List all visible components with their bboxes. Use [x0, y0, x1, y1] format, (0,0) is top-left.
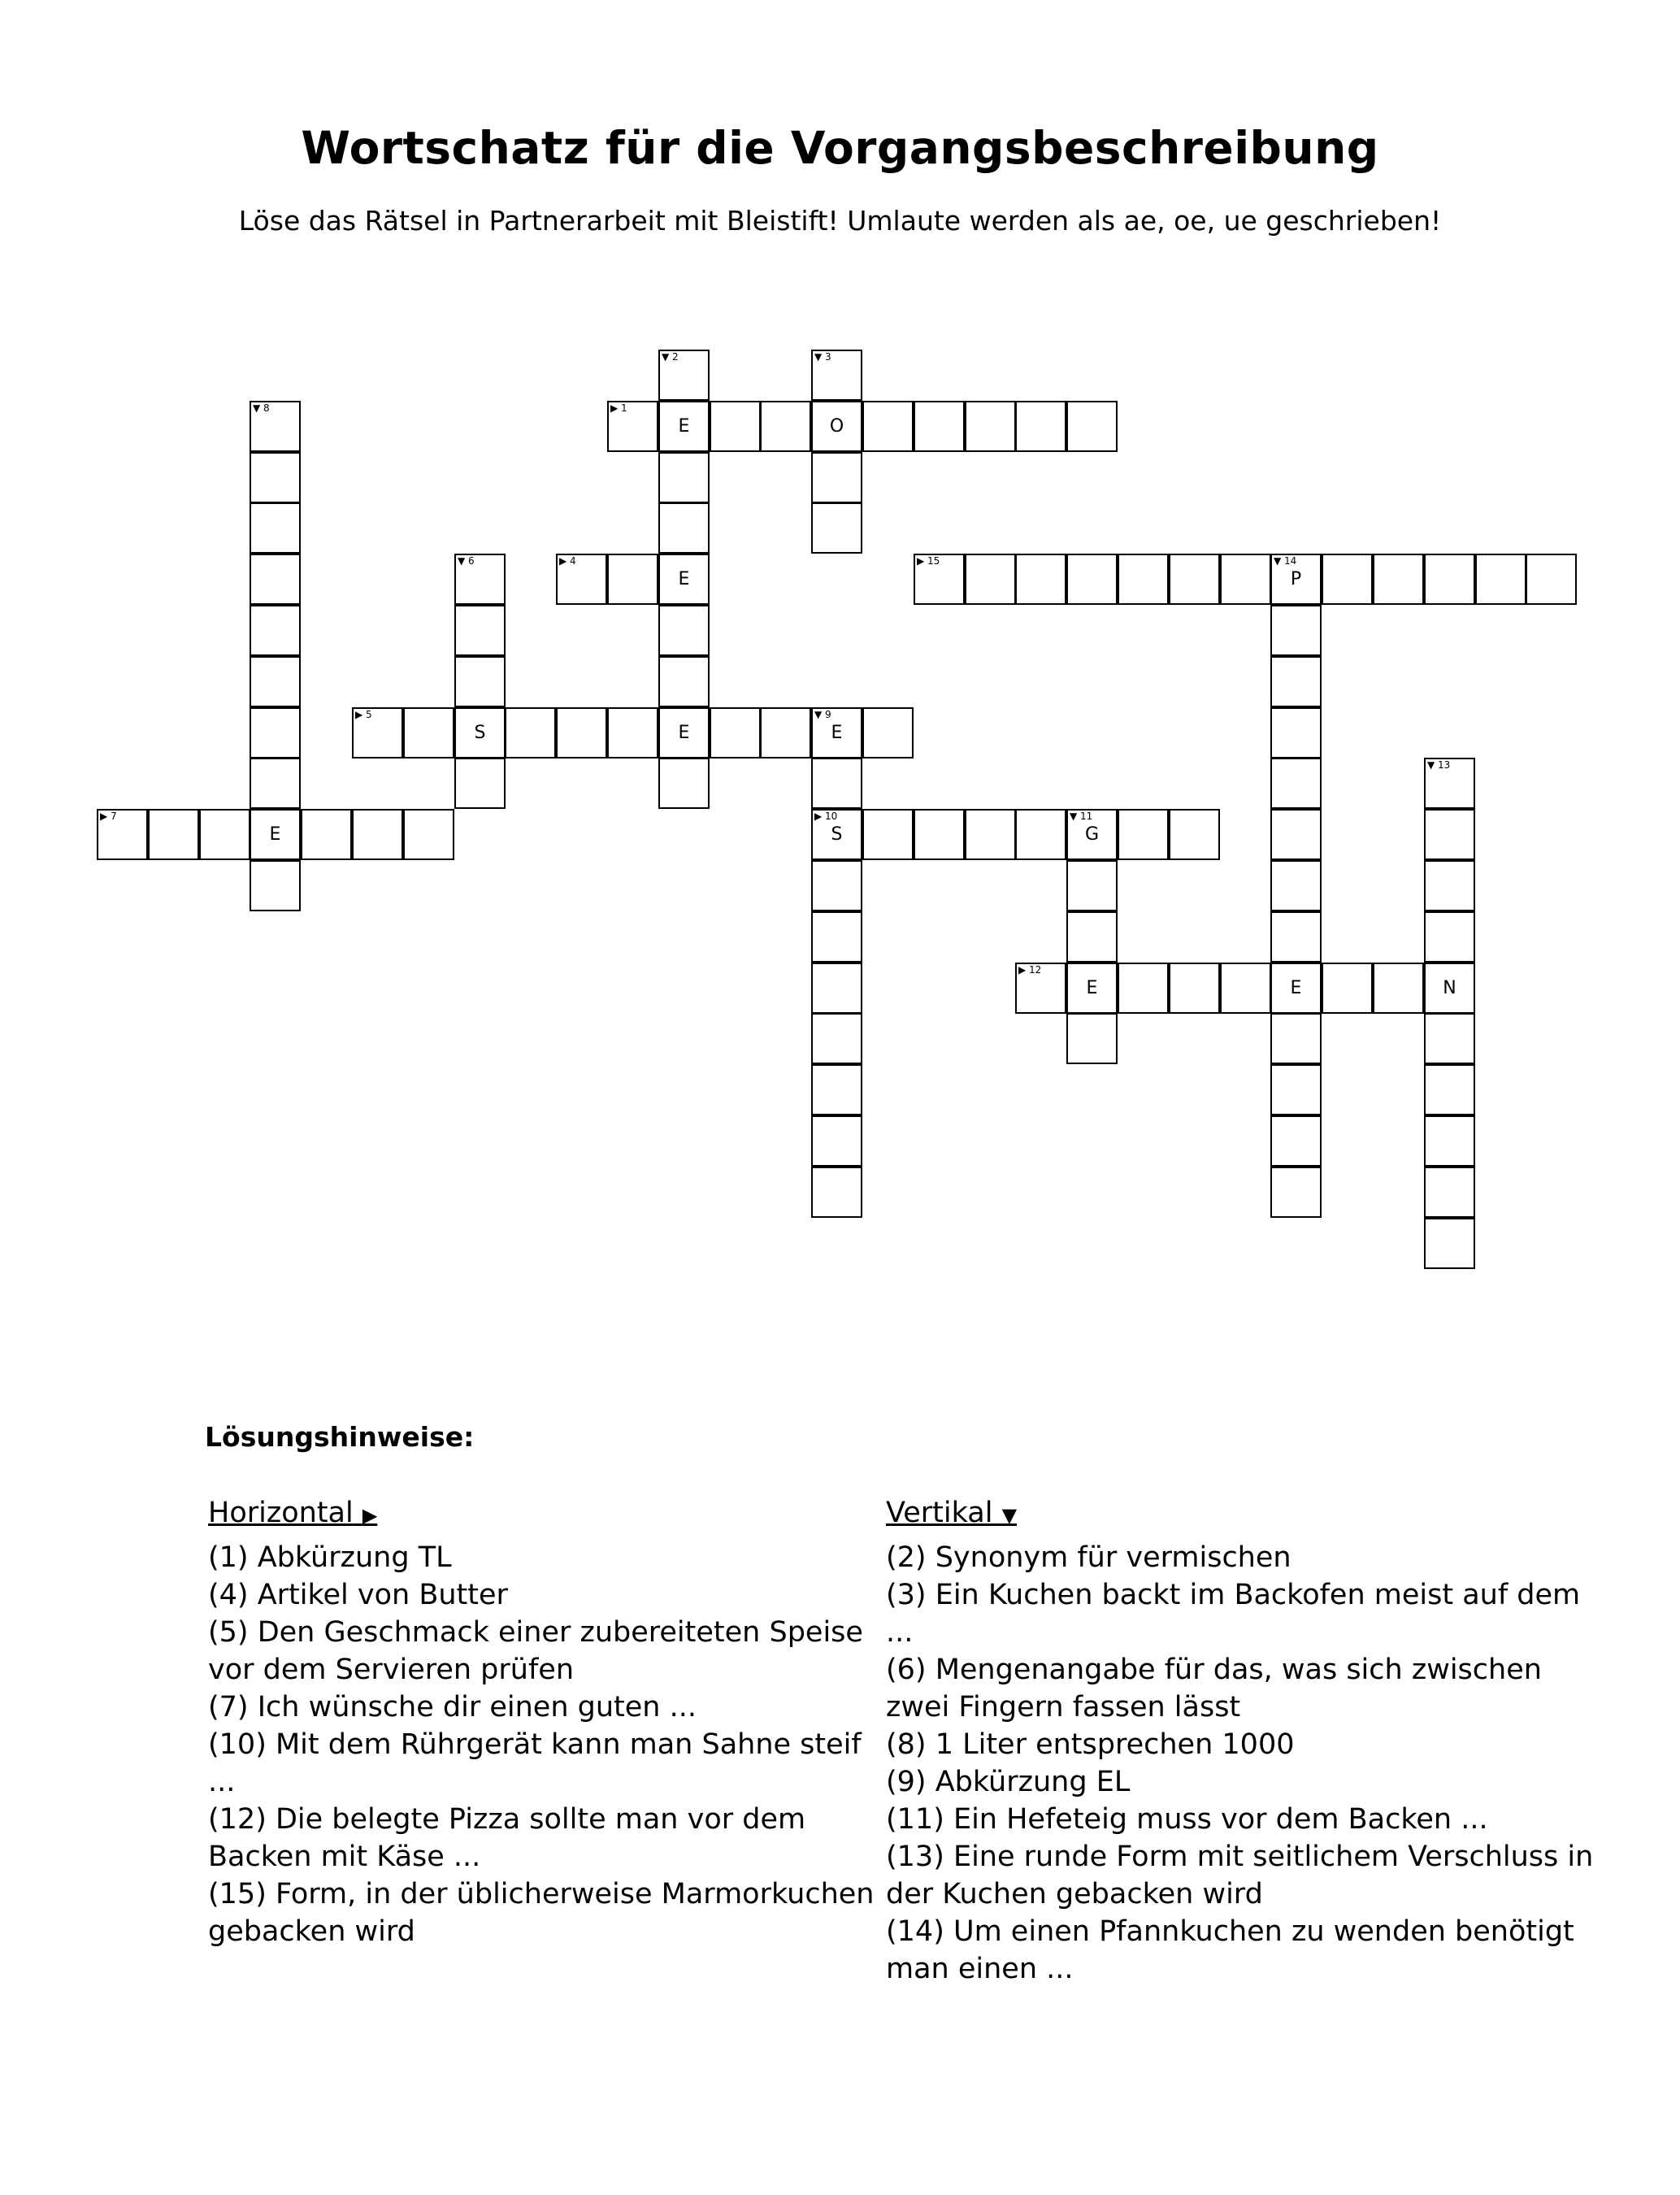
crossword-cell[interactable] — [1424, 1115, 1475, 1167]
crossword-cell[interactable] — [710, 401, 761, 452]
crossword-cell[interactable] — [403, 809, 454, 860]
crossword-cell[interactable] — [914, 554, 965, 605]
crossword-cell[interactable] — [505, 707, 556, 758]
crossword-cell[interactable] — [1270, 911, 1322, 963]
crossword-cell[interactable] — [658, 656, 710, 707]
clue-number: ▶ 5 — [355, 709, 372, 720]
crossword-cell[interactable] — [1270, 1013, 1322, 1064]
crossword-cell[interactable] — [1322, 554, 1373, 605]
crossword-cell[interactable] — [658, 350, 710, 401]
crossword-cell[interactable] — [658, 554, 710, 605]
vertical-clues — [886, 1494, 1601, 1988]
hints-heading: Lösungshinweise: — [205, 1421, 475, 1453]
crossword-cell[interactable] — [250, 860, 301, 911]
clue-number: ▼ 8 — [253, 402, 270, 414]
crossword-cell[interactable] — [148, 809, 199, 860]
given-letter: E — [1086, 978, 1098, 998]
crossword-cell[interactable] — [811, 350, 862, 401]
crossword-cell[interactable] — [454, 605, 506, 656]
crossword-cell[interactable] — [1270, 758, 1322, 809]
clue-down-2: (2) Synonym für vermischen — [886, 1541, 1291, 1574]
clue-down-14: (14) Um einen Pfannkuchen zu wenden benötigt man einen ... — [886, 1915, 1574, 1985]
crossword-cell[interactable] — [301, 809, 352, 860]
given-letter: G — [1084, 824, 1100, 845]
clue-number: ▼ 13 — [1427, 759, 1451, 771]
crossword-cell[interactable] — [403, 707, 454, 758]
crossword-cell[interactable] — [811, 860, 862, 911]
crossword-cell[interactable] — [1424, 809, 1475, 860]
clue-down-9: (9) Abkürzung EL — [886, 1766, 1131, 1798]
crossword-cell[interactable] — [1424, 911, 1475, 963]
crossword-cell[interactable] — [811, 1064, 862, 1115]
crossword-cell[interactable] — [760, 707, 811, 758]
crossword-cell[interactable] — [811, 1115, 862, 1167]
crossword-cell[interactable] — [1424, 1064, 1475, 1115]
crossword-cell[interactable] — [811, 452, 862, 503]
crossword-cell[interactable] — [1169, 554, 1220, 605]
arrow-down-icon: ▼ — [1001, 1504, 1018, 1527]
crossword-cell[interactable] — [556, 554, 607, 605]
crossword-cell[interactable] — [811, 963, 862, 1014]
clue-down-6: (6) Mengenangabe für das, was sich zwischen zwei Fingern fassen lässt — [886, 1654, 1542, 1723]
clue-number: ▶ 7 — [100, 811, 117, 822]
clue-across-1: (1) Abkürzung TL — [208, 1541, 452, 1574]
crossword-cell[interactable] — [250, 809, 301, 860]
crossword-cell[interactable] — [1270, 605, 1322, 656]
clue-across-7: (7) Ich wünsche dir einen guten ... — [208, 1691, 697, 1723]
crossword-cell[interactable] — [454, 656, 506, 707]
instructions: Löse das Rätsel in Partnerarbeit mit Bleistift! Umlaute werden als ae, oe, ue geschrieben! — [238, 205, 1442, 237]
crossword-cell[interactable] — [352, 707, 403, 758]
clue-across-15: (15) Form, in der üblicherweise Marmorkuchen gebacken wird — [208, 1878, 875, 1948]
given-letter: E — [678, 723, 690, 743]
crossword-cell[interactable] — [1270, 809, 1322, 860]
crossword-cell[interactable] — [1066, 809, 1118, 860]
crossword-cell[interactable] — [965, 809, 1016, 860]
horizontal-heading — [208, 1494, 883, 1534]
crossword-cell[interactable] — [1169, 809, 1220, 860]
clue-number: ▶ 15 — [917, 555, 940, 567]
crossword-cell[interactable] — [658, 605, 710, 656]
page-title: Wortschatz für die Vorgangsbeschreibung — [301, 122, 1379, 174]
crossword-cell[interactable] — [1118, 554, 1169, 605]
crossword-cell[interactable] — [607, 554, 658, 605]
crossword-cell[interactable] — [811, 911, 862, 963]
crossword-cell[interactable] — [1118, 963, 1169, 1014]
crossword-cell[interactable] — [811, 1167, 862, 1218]
crossword-cell[interactable] — [250, 605, 301, 656]
given-letter: P — [1290, 569, 1302, 589]
crossword-cell[interactable] — [250, 502, 301, 554]
crossword-cell[interactable] — [250, 452, 301, 503]
crossword-cell[interactable] — [1322, 963, 1373, 1014]
crossword-cell[interactable] — [1270, 1064, 1322, 1115]
crossword-cell[interactable] — [1373, 963, 1424, 1014]
given-letter: E — [678, 569, 690, 589]
clue-down-3: (3) Ein Kuchen backt im Backofen meist auf dem ... — [886, 1579, 1581, 1649]
crossword-cell[interactable] — [1270, 963, 1322, 1014]
crossword-cell[interactable] — [1270, 656, 1322, 707]
crossword-cell[interactable] — [1424, 963, 1475, 1014]
crossword-cell[interactable] — [454, 554, 506, 605]
vertical-heading — [886, 1494, 1601, 1534]
vertical-label: Vertikal — [886, 1497, 993, 1529]
crossword-cell[interactable] — [862, 401, 914, 452]
crossword-cell[interactable] — [352, 809, 403, 860]
crossword-cell[interactable] — [250, 554, 301, 605]
crossword-cell[interactable] — [1424, 1013, 1475, 1064]
crossword-cell[interactable] — [97, 809, 148, 860]
crossword-cell[interactable] — [250, 707, 301, 758]
crossword-cell[interactable] — [1424, 1167, 1475, 1218]
arrow-right-icon: ▶ — [362, 1504, 378, 1527]
given-letter: E — [831, 723, 843, 743]
crossword-cell[interactable] — [1220, 963, 1271, 1014]
crossword-cell[interactable] — [1066, 554, 1118, 605]
crossword-cell[interactable] — [1424, 758, 1475, 809]
crossword-cell[interactable] — [811, 758, 862, 809]
crossword-cell[interactable] — [862, 809, 914, 860]
crossword-cell[interactable] — [1015, 401, 1066, 452]
crossword-cell[interactable] — [1270, 554, 1322, 605]
clue-number: ▼ 3 — [814, 351, 831, 363]
crossword-cell[interactable] — [250, 401, 301, 452]
crossword-cell[interactable] — [607, 401, 658, 452]
crossword-cell[interactable] — [658, 502, 710, 554]
crossword-cell[interactable] — [1169, 963, 1220, 1014]
crossword-cell[interactable] — [199, 809, 250, 860]
crossword-cell[interactable] — [1066, 911, 1118, 963]
crossword-cell[interactable] — [914, 809, 965, 860]
clue-number: ▶ 1 — [610, 402, 627, 414]
crossword-cell[interactable] — [658, 452, 710, 503]
clue-down-11: (11) Ein Hefeteig muss vor dem Backen ... — [886, 1803, 1488, 1836]
clue-down-8: (8) 1 Liter entsprechen 1000 — [886, 1728, 1295, 1761]
crossword-cell[interactable] — [454, 707, 506, 758]
crossword-cell[interactable] — [607, 707, 658, 758]
crossword-cell[interactable] — [1424, 860, 1475, 911]
crossword-cell[interactable] — [1066, 860, 1118, 911]
crossword-cell[interactable] — [1475, 554, 1526, 605]
crossword-cell[interactable] — [1066, 1013, 1118, 1064]
crossword-cell[interactable] — [556, 707, 607, 758]
given-letter: S — [474, 723, 486, 743]
crossword-cell[interactable] — [811, 401, 862, 452]
crossword-cell[interactable] — [1373, 554, 1424, 605]
crossword-cell[interactable] — [862, 707, 914, 758]
clue-number: ▼ 9 — [814, 709, 831, 720]
crossword-cell[interactable] — [1526, 554, 1577, 605]
crossword-cell[interactable] — [811, 809, 862, 860]
crossword-cell[interactable] — [914, 401, 965, 452]
crossword-cell[interactable] — [1220, 554, 1271, 605]
given-letter: E — [678, 416, 690, 437]
crossword-cell[interactable] — [1066, 963, 1118, 1014]
clue-across-12: (12) Die belegte Pizza sollte man vor dem Backen mit Käse ... — [208, 1803, 806, 1873]
clue-across-5: (5) Den Geschmack einer zubereiteten Speise vor dem Servieren prüfen — [208, 1616, 863, 1686]
horizontal-clues — [208, 1494, 883, 1950]
horizontal-label: Horizontal — [208, 1497, 354, 1529]
crossword-cell[interactable] — [710, 707, 761, 758]
crossword-cell[interactable] — [1015, 554, 1066, 605]
crossword-cell[interactable] — [1066, 401, 1118, 452]
crossword-cell[interactable] — [658, 401, 710, 452]
crossword-cell[interactable] — [1270, 707, 1322, 758]
crossword-cell[interactable] — [1270, 1167, 1322, 1218]
given-letter: S — [831, 824, 843, 845]
given-letter: E — [269, 824, 281, 845]
clue-across-4: (4) Artikel von Butter — [208, 1579, 508, 1611]
crossword-cell[interactable] — [965, 401, 1016, 452]
given-letter: E — [1290, 978, 1302, 998]
crossword-cell[interactable] — [811, 1013, 862, 1064]
clue-number: ▼ 14 — [1274, 555, 1297, 567]
clue-number: ▶ 10 — [814, 811, 838, 822]
crossword-cell[interactable] — [760, 401, 811, 452]
clue-down-13: (13) Eine runde Form mit seitlichem Verschluss in der Kuchen gebacken wird — [886, 1841, 1594, 1910]
crossword-cell[interactable] — [454, 758, 506, 809]
crossword-cell[interactable] — [658, 707, 710, 758]
crossword-cell[interactable] — [1015, 809, 1066, 860]
crossword-cell[interactable] — [1118, 809, 1169, 860]
clue-number: ▼ 2 — [662, 351, 679, 363]
given-letter: N — [1443, 978, 1456, 998]
crossword-cell[interactable] — [1424, 1218, 1475, 1269]
crossword-cell[interactable] — [965, 554, 1016, 605]
crossword-cell[interactable] — [658, 758, 710, 809]
clue-number: ▼ 11 — [1070, 811, 1093, 822]
clue-number: ▶ 4 — [559, 555, 576, 567]
clue-across-10: (10) Mit dem Rührgerät kann man Sahne steif ... — [208, 1728, 862, 1798]
clue-number: ▶ 12 — [1018, 964, 1042, 976]
crossword-cell[interactable] — [811, 707, 862, 758]
crossword-cell[interactable] — [1270, 860, 1322, 911]
clue-number: ▼ 6 — [458, 555, 475, 567]
crossword-cell[interactable] — [250, 758, 301, 809]
crossword-cell[interactable] — [1015, 963, 1066, 1014]
given-letter: O — [829, 416, 844, 437]
crossword-cell[interactable] — [1424, 554, 1475, 605]
crossword-cell[interactable] — [1270, 1115, 1322, 1167]
crossword-cell[interactable] — [250, 656, 301, 707]
crossword-cell[interactable] — [811, 502, 862, 554]
